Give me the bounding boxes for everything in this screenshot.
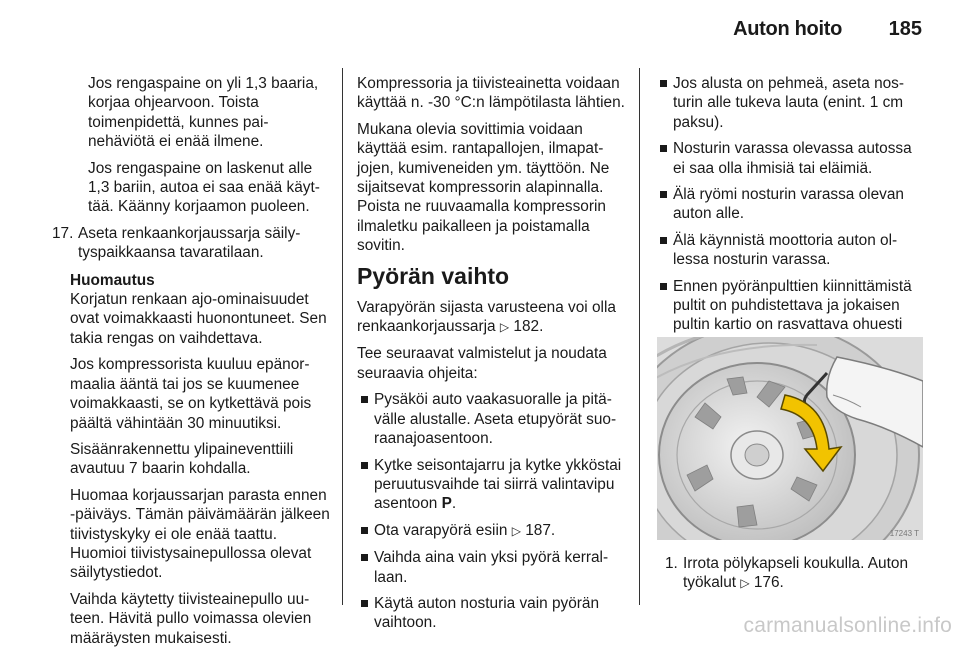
bullet-text: Vaihda aina vain yksi pyörä kerrallaan. [374, 549, 609, 586]
bullet-square-icon [660, 237, 667, 244]
wheel-cover-illustration [657, 337, 923, 540]
column-divider [639, 68, 640, 605]
bullet-square-icon [361, 462, 368, 469]
paragraph: Kompressoria ja tiivisteainetta voidaan käyttää n. -30 °C:n lämpötilasta lähtien. [357, 75, 625, 112]
note-paragraph: Korjatun renkaan ajo-ominaisuudet ovat voimakkaasti huonontuneet. Sen takia rengas on vaihdettava. [70, 291, 327, 347]
note-paragraph: Jos kompressorista kuuluu epänormaalia ääntä tai jos se kuumenee voimakkaasti, se on kytkettävä pois päältä vähintään 30 minuutiksi. [70, 356, 312, 432]
bullet-square-icon [660, 283, 667, 290]
hubcap-removal-illustration [657, 337, 923, 540]
numbered-item-17 [52, 224, 330, 263]
bullet-item [357, 390, 625, 448]
page-ref-arrow-icon: ▷ [740, 576, 750, 591]
bullet-item [357, 456, 625, 514]
bullet-text-end: . [451, 495, 457, 513]
column-2 [357, 74, 625, 640]
section-title: Auton hoito [733, 18, 842, 40]
numbered-step-1 [657, 554, 925, 594]
bullet-square-icon [361, 554, 368, 561]
bullet-square-icon [660, 191, 667, 198]
bullet-text: Käytä auton nosturia vain pyörän vaihtoon. [374, 594, 600, 632]
bullet-square-icon [660, 80, 667, 87]
bullet-item [656, 231, 924, 270]
bullet-item [656, 139, 924, 178]
note-paragraph: Sisäänrakennettu ylipaineventtiili avautuu 7 baarin kohdalla. [70, 440, 294, 478]
page-ref-arrow-icon: ▷ [499, 320, 510, 335]
bullet-text: Älä käynnistä moottoria auton ollessa nosturin varassa. [673, 231, 898, 269]
section-heading: Pyörän vaihto [357, 262, 510, 289]
gear-position-label: P [441, 495, 452, 513]
bullet-square-icon [660, 145, 667, 152]
page-number: 185 [888, 18, 922, 40]
intro-text: Varapyörän sijasta varusteena voi olla renkaankorjaussarja [357, 298, 616, 336]
watermark: carmanualsonline.info [743, 614, 952, 637]
bullet-square-icon [361, 600, 368, 607]
figure-code: 17243 T [889, 529, 919, 538]
bullet-item [656, 74, 924, 132]
page-ref-link[interactable]: 176. [753, 574, 784, 592]
bullet-text: Jos alusta on pehmeä, aseta nosturin alle tukeva lauta (enint. 1 cm paksu). [673, 75, 905, 131]
item-text: Aseta renkaankorjaussarja säilytyspaikkaansa tavaratilaan. [78, 224, 301, 262]
step-text [657, 554, 925, 594]
page-ref-link[interactable]: 187. [525, 521, 556, 539]
paragraph: Jos rengaspaine on laskenut alle 1,3 bariin, autoa ei saa enää käyttää. Käänny korjaamon puoleen. [88, 159, 320, 216]
bullet-text: Älä ryömi nosturin varassa olevan auton alle. [673, 186, 904, 223]
bullet-text: Pysäköi auto vaakasuoralle ja pitävälle alustalle. Aseta etupyörät suoraanajoasentoon. [374, 391, 617, 448]
paragraph: Tee seuraavat valmistelut ja noudata seuraavia ohjeita: [357, 345, 607, 382]
step-body: Irrota pölykapseli koukulla. Auton työkalut [683, 555, 909, 592]
paragraph [357, 298, 625, 338]
step-number: 1. [665, 555, 678, 572]
bullet-item [357, 548, 625, 587]
note-paragraph: Vaihda käytetty tiivisteainepullo uuteen. Hävitä pullo voimassa olevien määräysten mukaisesti. [70, 590, 312, 647]
column-3 [656, 74, 924, 361]
item-number: 17. [52, 224, 74, 242]
page-ref-link[interactable]: 182. [513, 318, 544, 336]
bullet-square-icon [361, 396, 368, 403]
column-1 [52, 74, 330, 655]
bullet-text: Ota varapyörä esiin [374, 521, 512, 539]
bullet-text: Nosturin varassa olevassa autossa ei saa olla ihmisiä tai eläimiä. [673, 140, 912, 177]
note-paragraph: Huomaa korjaussarjan parasta ennen -päiväys. Tämän päivämäärän jälkeen tiivistyskyky ei ole enää taattu. Huomioi tiivistysainepullossa olevat säilytystiedot. [70, 486, 330, 582]
column-divider [342, 68, 343, 605]
bullet-text: Kytke seisontajarru ja kytke ykköstai peruutusvaihde tai siirrä valintavipu asentoon [374, 456, 622, 513]
bullet-item [357, 521, 625, 541]
paragraph: Jos rengaspaine on yli 1,3 baaria, korjaa ohjearvoon. Toista toimenpidettä, kunnes painehäviötä ei enää ilmene. [88, 75, 319, 151]
bullet-item [357, 594, 625, 633]
bullet-text: Ennen pyöränpulttien kiinnittämistä pultit on puhdistettava ja jokaisen pultin kartio on rasvattava ohuesti [673, 277, 912, 334]
paragraph: Mukana olevia sovittimia voidaan käyttää esim. rantapallojen, ilmapatjojen, kumiveneiden ym. täyttöön. Ne sijaitsevat kompressorin alapinnalla. Poista ne ruuvaamalla kompressorin ilmaletku paikalleen ja poistamalla sovitin. [357, 120, 610, 255]
page-ref-arrow-icon: ▷ [511, 523, 521, 538]
note-heading: Huomautus [70, 271, 155, 289]
page-header [0, 0, 960, 52]
bullet-square-icon [361, 527, 368, 534]
bullet-item [656, 185, 924, 224]
